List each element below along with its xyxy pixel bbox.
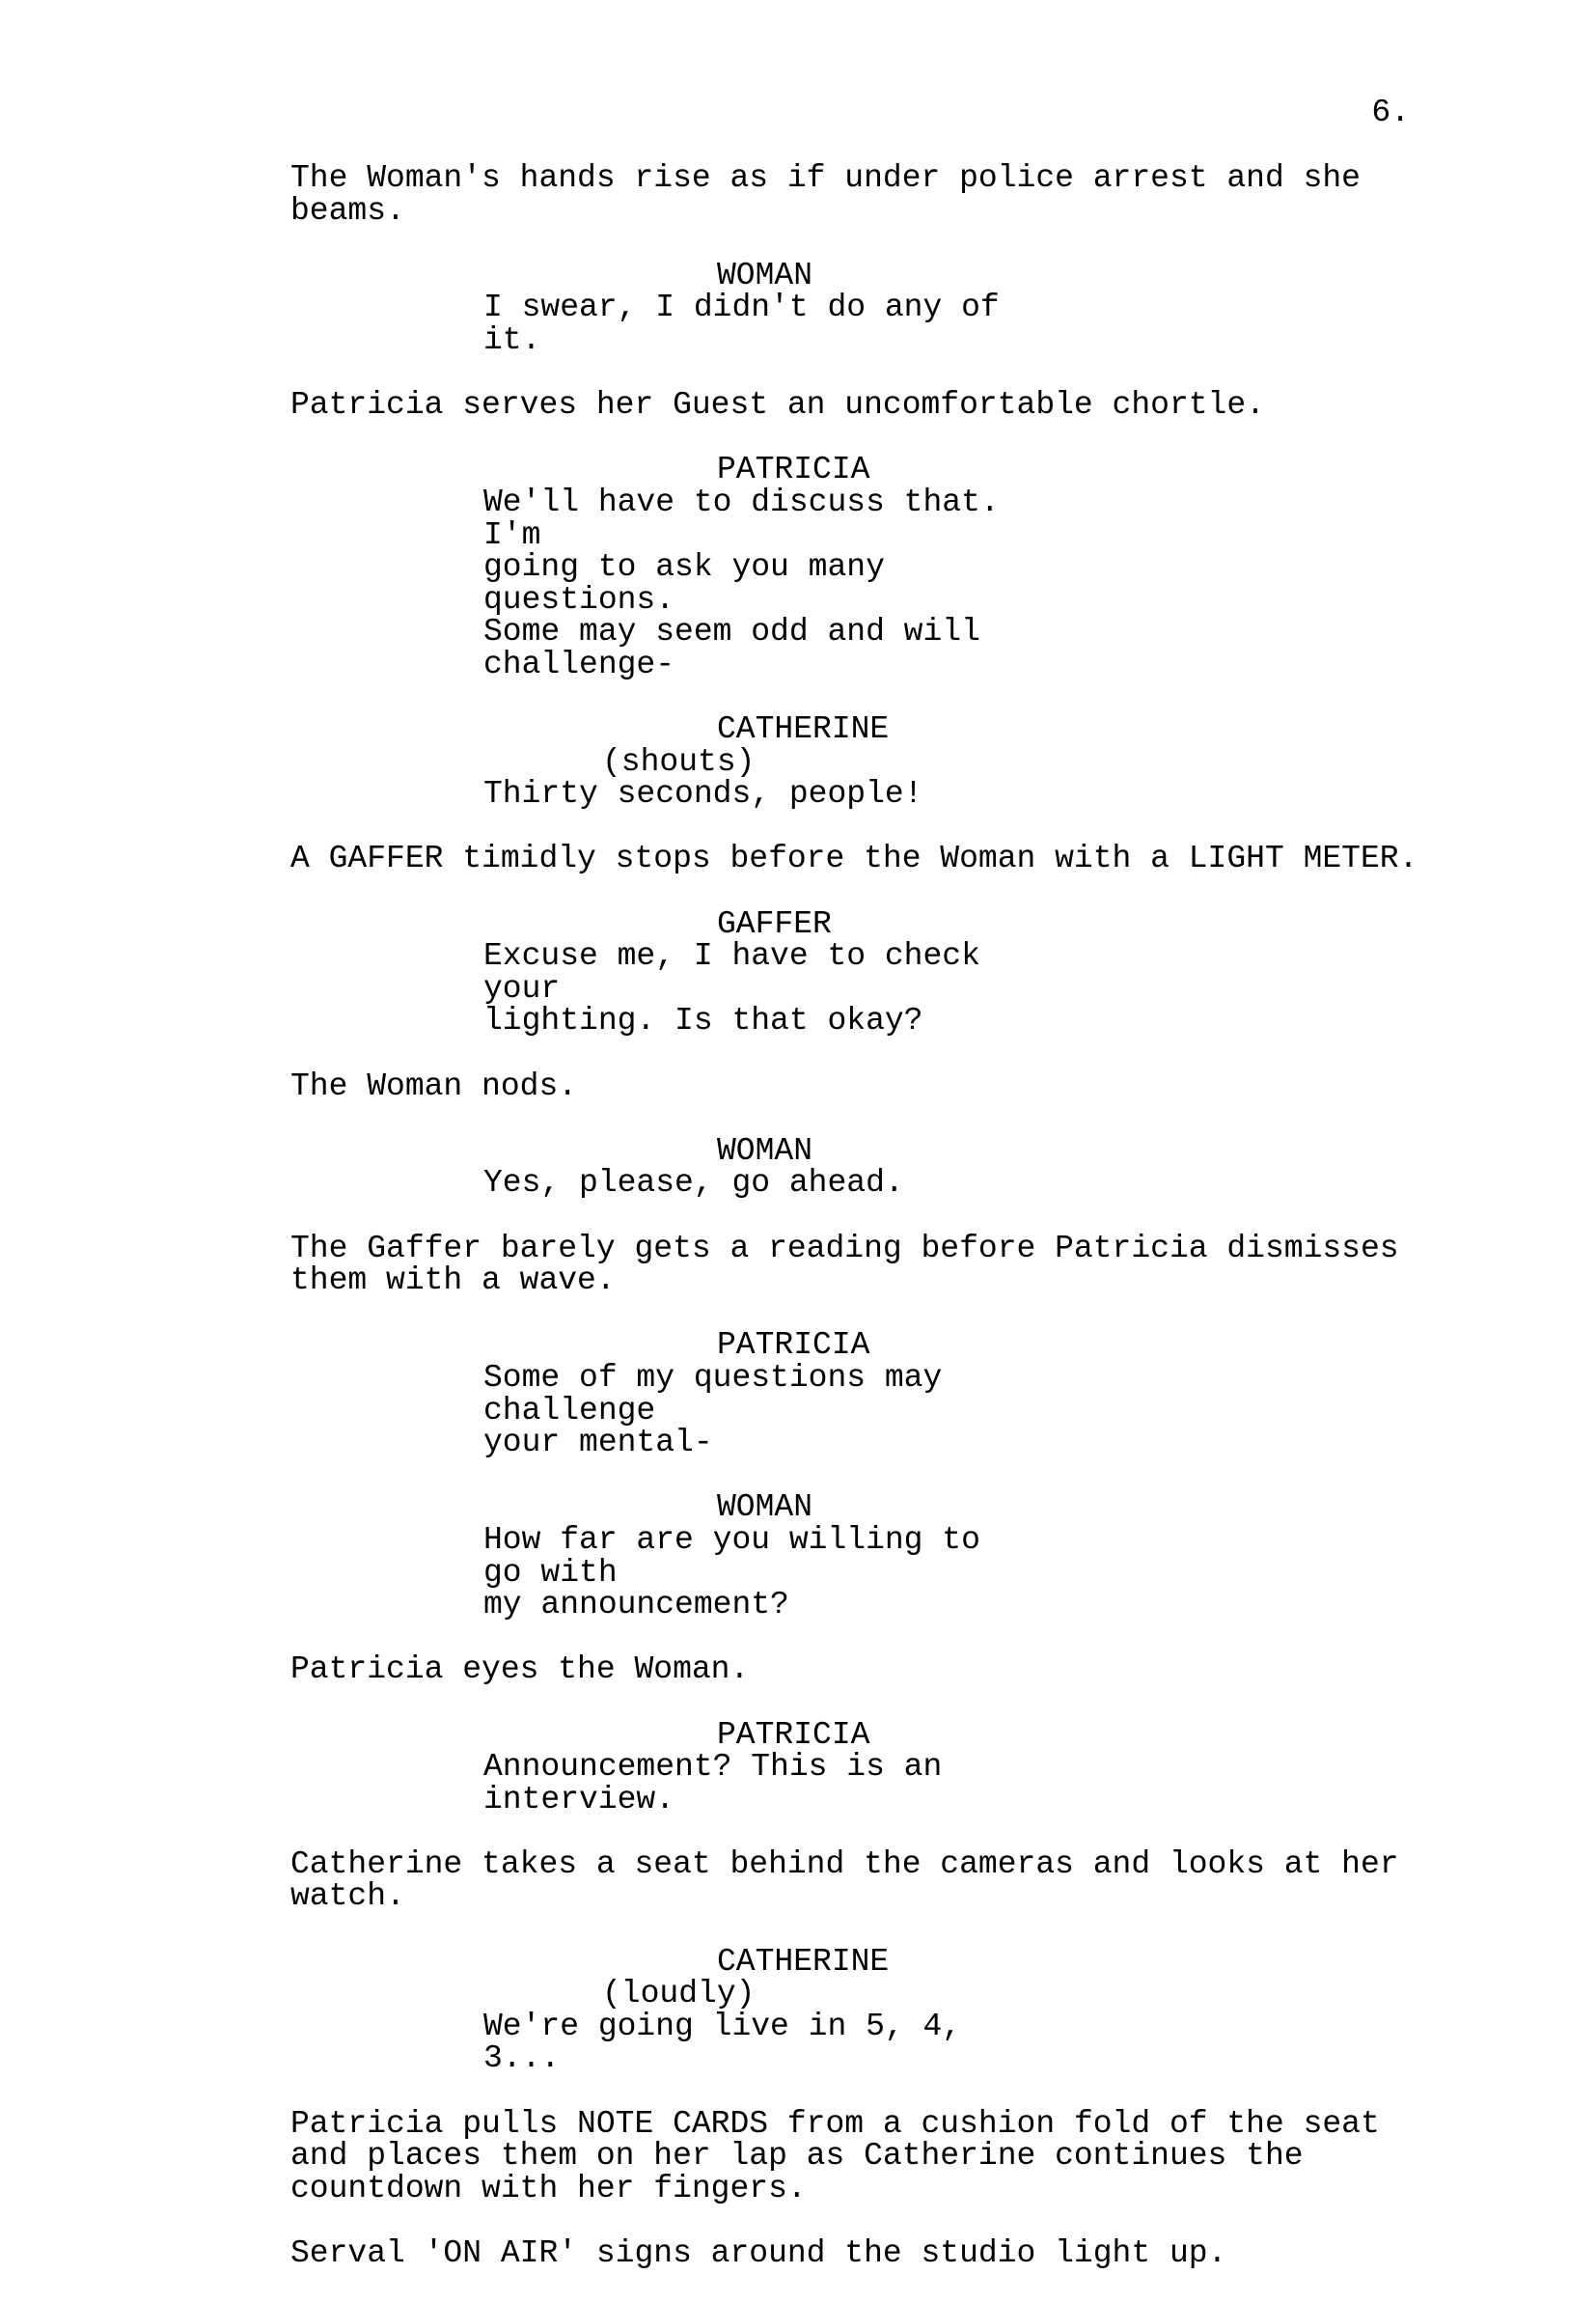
character-name: CATHERINE bbox=[717, 711, 890, 748]
action-line bbox=[290, 1230, 1448, 1299]
dialogue-line: Some may seem odd and will bbox=[483, 614, 980, 651]
action-line bbox=[290, 1653, 1448, 1686]
parenthetical: (shouts) bbox=[602, 743, 756, 780]
dialogue-text bbox=[483, 1359, 1024, 1461]
dialogue-text bbox=[483, 940, 1024, 1038]
character-name: WOMAN bbox=[717, 1489, 813, 1526]
action-text: and places them on her lap as Catherine continues the bbox=[290, 2138, 1304, 2175]
dialogue-block bbox=[290, 1716, 1477, 1817]
dialogue-block bbox=[290, 713, 1477, 811]
dialogue-line: your mental- bbox=[483, 1425, 713, 1461]
dialogue-line: How far are you willing to go with bbox=[483, 1521, 1000, 1591]
dialogue-text bbox=[483, 486, 1024, 681]
action-text: A GAFFER timidly stops before the Woman with a LIGHT METER. bbox=[290, 841, 1418, 877]
dialogue-line: Announcement? This is an interview. bbox=[483, 1749, 962, 1817]
action-text: beams. bbox=[290, 192, 405, 229]
dialogue-line: going to ask you many questions. bbox=[483, 549, 904, 618]
action-text: The Gaffer barely gets a reading before Patricia dismisses bbox=[290, 1230, 1399, 1266]
dialogue-text bbox=[483, 291, 1024, 356]
dialogue-block bbox=[290, 1327, 1477, 1461]
character-name: PATRICIA bbox=[717, 452, 870, 488]
dialogue-line: challenge- bbox=[483, 646, 675, 682]
dialogue-line: We're going live in 5, 4, 3... bbox=[483, 2008, 980, 2077]
action-text: watch. bbox=[290, 1878, 405, 1915]
dialogue-text bbox=[483, 1167, 1024, 1200]
dialogue-text bbox=[483, 1751, 1024, 1816]
action-line bbox=[290, 162, 1448, 227]
action-line bbox=[290, 389, 1448, 422]
character-name: PATRICIA bbox=[717, 1716, 870, 1753]
action-line bbox=[290, 843, 1448, 875]
character-name: WOMAN bbox=[717, 257, 813, 293]
action-text: Patricia serves her Guest an uncomfortable chortle. bbox=[290, 387, 1265, 424]
dialogue-line: Some of my questions may challenge bbox=[483, 1359, 962, 1428]
dialogue-block bbox=[290, 1491, 1477, 1621]
dialogue-block bbox=[290, 1943, 1477, 2077]
action-text: them with a wave. bbox=[290, 1262, 616, 1299]
parenthetical: (loudly) bbox=[602, 1976, 756, 2012]
action-line bbox=[290, 1845, 1448, 1915]
dialogue-line: my announcement? bbox=[483, 1587, 789, 1623]
action-text: Catherine takes a seat behind the cameras and looks at her bbox=[290, 1845, 1399, 1882]
dialogue-line: Yes, please, go ahead. bbox=[483, 1165, 904, 1202]
action-text: Serval 'ON AIR' signs around the studio light up. bbox=[290, 2235, 1227, 2271]
dialogue-block bbox=[290, 257, 1477, 358]
action-text: Patricia pulls NOTE CARDS from a cushion fold of the seat bbox=[290, 2105, 1380, 2142]
dialogue-line: I swear, I didn't do any of it. bbox=[483, 290, 1019, 358]
dialogue-text bbox=[483, 2008, 1024, 2077]
dialogue-block bbox=[290, 454, 1477, 680]
character-name: WOMAN bbox=[717, 1132, 813, 1169]
action-line bbox=[290, 1070, 1448, 1103]
dialogue-text bbox=[483, 778, 1024, 811]
dialogue-line: Excuse me, I have to check your bbox=[483, 938, 1000, 1007]
page-number: 6. bbox=[1371, 95, 1410, 130]
dialogue-block bbox=[290, 905, 1477, 1040]
action-line bbox=[290, 2105, 1448, 2206]
script-body bbox=[290, 162, 1477, 2302]
action-text: Patricia eyes the Woman. bbox=[290, 1651, 750, 1688]
action-text: The Woman nods. bbox=[290, 1068, 578, 1104]
character-name: PATRICIA bbox=[717, 1327, 870, 1364]
action-text: The Woman's hands rise as if under police arrest and she bbox=[290, 160, 1361, 196]
dialogue-line: We'll have to discuss that. I'm bbox=[483, 484, 1019, 553]
character-name: GAFFER bbox=[717, 905, 832, 942]
character-name: CATHERINE bbox=[717, 1943, 890, 1980]
dialogue-line: lighting. Is that okay? bbox=[483, 1003, 923, 1040]
dialogue-line: Thirty seconds, people! bbox=[483, 776, 923, 813]
action-text: countdown with her fingers. bbox=[290, 2170, 807, 2206]
action-line bbox=[290, 2237, 1448, 2270]
dialogue-text bbox=[483, 1521, 1024, 1623]
dialogue-block bbox=[290, 1132, 1477, 1202]
